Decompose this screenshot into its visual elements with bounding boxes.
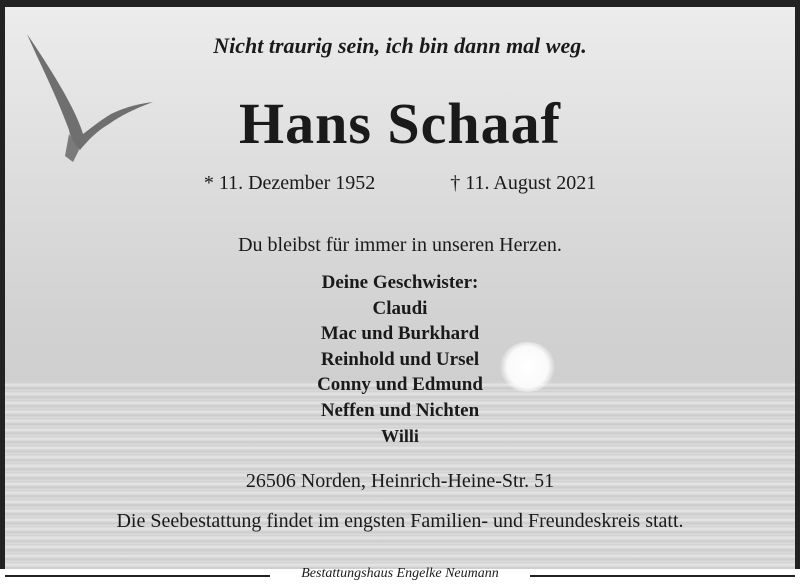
signer-name: Conny und Edmund (317, 374, 483, 395)
signer-name: Reinhold und Ursel (320, 348, 480, 370)
life-dates (0, 172, 800, 195)
death-date: † 11. August 2021 (450, 172, 597, 194)
signers-heading: Deine Geschwister: (321, 272, 479, 293)
signer-name: Neffen und Nichten (320, 399, 480, 421)
signers-block (0, 270, 800, 423)
signer-extra: Willi (381, 426, 419, 446)
burial-note: Die Seebestattung findet im engsten Familien- und Freundeskreis statt. (116, 510, 684, 532)
deceased-name: Hans Schaaf (238, 91, 561, 156)
tribute-line: Du bleibst für immer in unseren Herzen. (238, 234, 562, 256)
address: 26506 Norden, Heinrich-Heine-Str. 51 (245, 470, 555, 492)
signer-name: Mac und Burkhard (320, 323, 480, 344)
motto: Nicht traurig sein, ich bin dann mal weg. (213, 33, 587, 58)
signer-name: Claudi (372, 297, 428, 319)
birth-date: * 11. Dezember 1952 (203, 172, 376, 194)
funeral-home: Bestattungshaus Engelke Neumann (301, 566, 499, 581)
